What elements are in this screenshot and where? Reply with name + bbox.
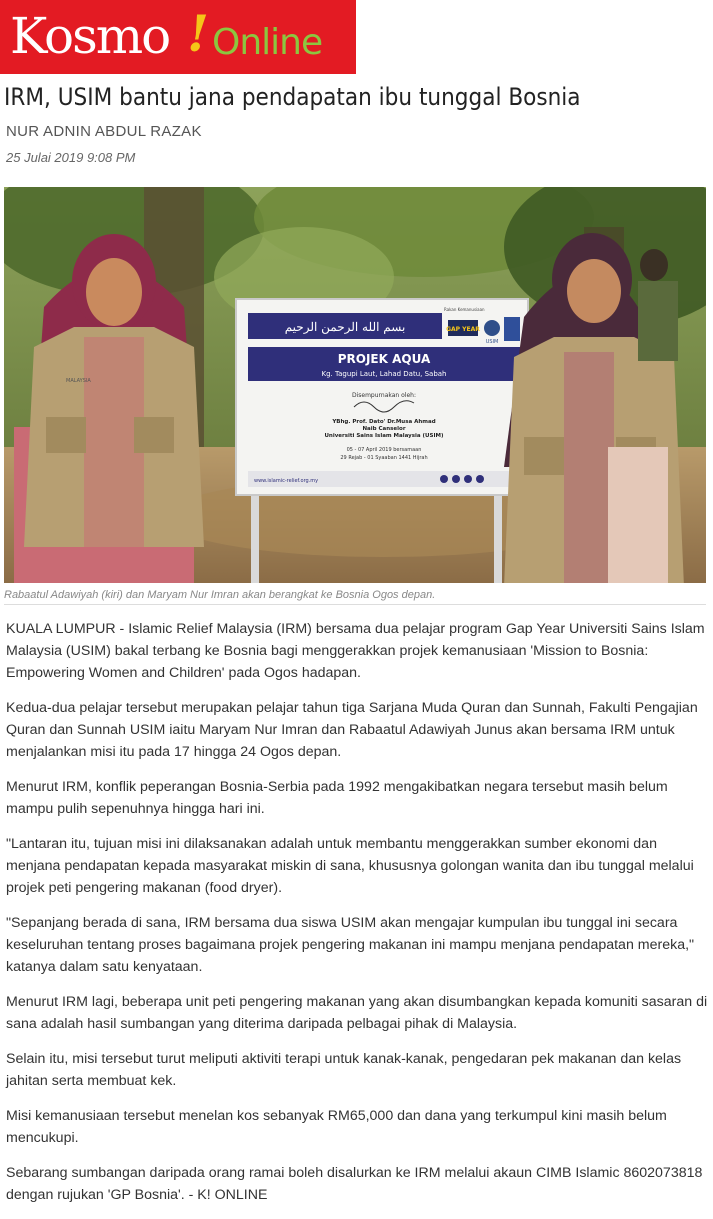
paragraph: Menurut IRM, konflik peperangan Bosnia-Serbia pada 1992 mengakibatkan negara tersebut masih belum mampu pulih sepenuhnya hingga hari ini. bbox=[6, 779, 668, 817]
logo-online-text: Online bbox=[212, 22, 323, 63]
sign-institution: Universiti Sains Islam Malaysia (USIM) bbox=[324, 433, 444, 439]
photo-caption: Rabaatul Adawiyah (kiri) dan Maryam Nur Imran akan berangkat ke Bosnia Ogos depan. bbox=[4, 589, 706, 605]
sign-hijri: 29 Rejab - 01 Syaaban 1441 Hijrah bbox=[340, 455, 428, 461]
paragraph: Menurut IRM lagi, beberapa unit peti pengering makanan yang akan disumbangkan kepada komuniti sasaran di sana adalah hasil sumbangan yang diterima daripada pelbagai pihak di Malaysia. bbox=[6, 994, 708, 1032]
paragraph: Kedua-dua pelajar tersebut merupakan pelajar tahun tiga Sarjana Muda Quran dan Sunnah, Fakulti Pengajian Quran dan Sunnah USIM iaitu Maryam Nur Imran dan Rabaatul Adawiyah Junus akan bersama IRM untuk menjalankan misi itu pada 17 hingga 24 Ogos depan. bbox=[6, 700, 698, 760]
logo-exclamation: ! bbox=[187, 4, 209, 63]
paragraph: "Sepanjang berada di sana, IRM bersama dua siswa USIM akan mengajar kumpulan ibu tunggal ini secara keseluruhan tentang proses bagaimana projek pengering makanan ini mampu menjana pendapatan mereka," katanya dalam satu kenyataan. bbox=[6, 915, 695, 975]
sign-title: PROJEK AQUA bbox=[337, 352, 431, 366]
sign-completed-by: Disempurnakan oleh: bbox=[351, 392, 417, 399]
sign-usim: USIM bbox=[485, 339, 499, 345]
sign-website: www.islamic-relief.org.my bbox=[254, 478, 319, 484]
left-vest-text: MALAYSIA bbox=[66, 378, 91, 384]
logo-kosmo-text: Kosmo bbox=[10, 7, 170, 65]
paragraph: Sebarang sumbangan daripada orang ramai boleh disalurkan ke IRM melalui akaun CIMB Islamic 8602073818 dengan rujukan 'GP Bosnia'. - K! ONLINE bbox=[6, 1165, 703, 1203]
sign-location: Kg. Tagupi Laut, Lahad Datu, Sabah bbox=[321, 370, 447, 378]
article-date: 25 Julai 2019 9:08 PM bbox=[6, 150, 136, 165]
sign-gap-year: GAP YEAR bbox=[446, 326, 480, 333]
sign-name: YBhg. Prof. Dato' Dr.Musa Ahmad bbox=[332, 419, 436, 425]
article-author[interactable]: NUR ADNIN ABDUL RAZAK bbox=[6, 123, 202, 140]
sign-arabic-text: بسم الله الرحمن الرحيم bbox=[284, 320, 406, 334]
kosmo-online-logo[interactable] bbox=[0, 0, 356, 74]
article-photo bbox=[4, 187, 706, 583]
sign-dates: 05 - 07 April 2019 bersamaan bbox=[346, 447, 422, 453]
paragraph: KUALA LUMPUR - Islamic Relief Malaysia (IRM) bersama dua pelajar program Gap Year Universiti Sains Islam Malaysia (USIM) bakal terbang ke Bosnia bagi menggerakkan projek kemanusiaan 'Mission to Bosnia: Empowering Women and Children' pada Ogos hadapan. bbox=[6, 621, 705, 681]
sign-partner-label: Rakan Kemanusiaan bbox=[444, 307, 485, 312]
article-headline: IRM, USIM bantu jana pendapatan ibu tunggal Bosnia bbox=[4, 83, 581, 111]
paragraph: Selain itu, misi tersebut turut meliputi aktiviti terapi untuk kanak-kanak, pengedaran pek makanan dan kelas jahitan serta membuat kek. bbox=[6, 1051, 682, 1089]
paragraph: Misi kemanusiaan tersebut menelan kos sebanyak RM65,000 dan dana yang terkumpul kini masih belum mencukupi. bbox=[6, 1108, 667, 1146]
paragraph: "Lantaran itu, tujuan misi ini dilaksanakan adalah untuk membantu menggerakkan sumber ekonomi dan menjana pendapatan kepada masyarakat miskin di sana, khususnya golongan wanita dan ibu tunggal melalui projek peti pengering makanan (food dryer). bbox=[6, 836, 694, 896]
sign-role: Naib Canselor bbox=[362, 426, 406, 432]
article-body bbox=[6, 618, 708, 1219]
